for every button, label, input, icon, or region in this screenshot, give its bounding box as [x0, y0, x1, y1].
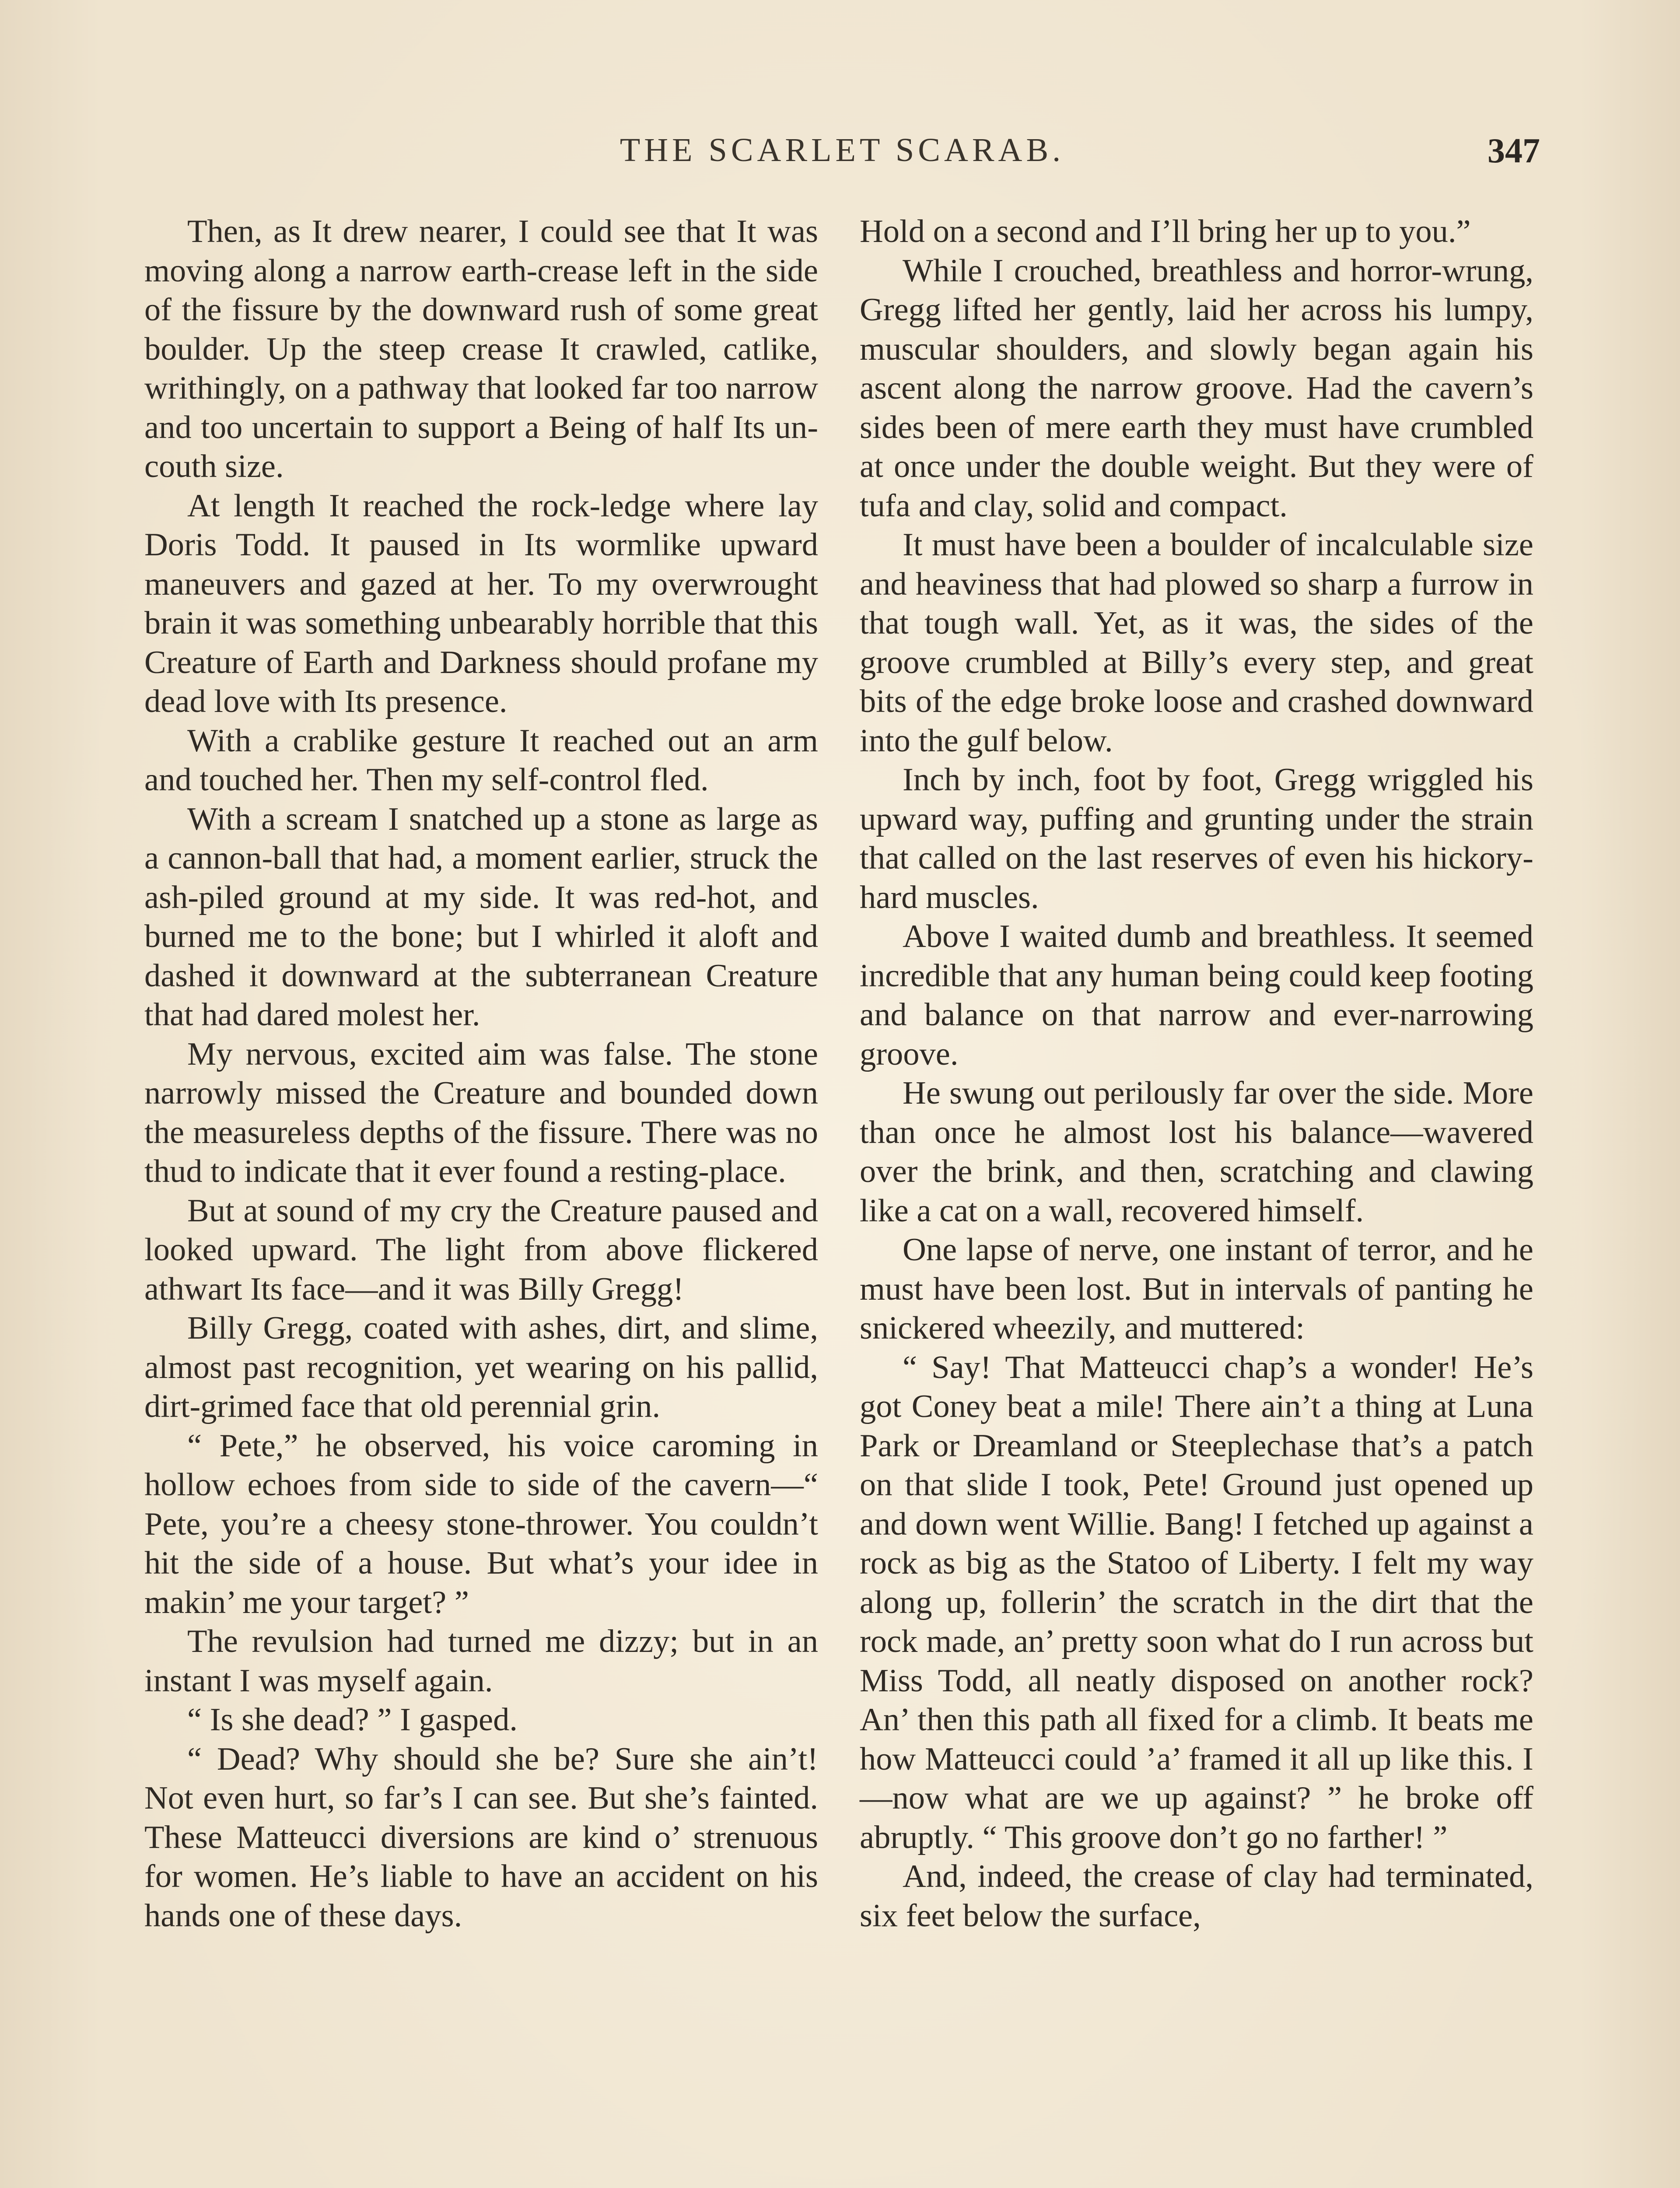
paragraph: At length It reached the rock-ledge where lay Doris Todd. It paused in Its wormlike upward maneuvers and gazed at her. To my overwrought brain it was something unbearably horrible that this Creature of Earth and Darkness should profane my dead love with Its presence. — [144, 487, 818, 719]
paragraph: While I crouched, breathless and horror-wrung, Gregg lifted her gently, laid her across his lumpy, muscular shoulders, and slowly began again his ascent along the narrow groove. Had the cavern’s sides been of mere earth they must have crumbled at once under the double weight. But they were of tufa and clay, solid and compact. — [860, 252, 1533, 524]
paragraph: It must have been a boulder of incalculable size and heaviness that had plowed so sharp a furrow in that tough wall. Yet, as it was, the sides of the groove crumbled at Billy’s every step, and great bits of the edge broke loose and crashed downward into the gulf below. — [860, 527, 1533, 759]
paragraph: With a crablike gesture It reached out an arm and touched her. Then my self-control fled. — [144, 722, 818, 798]
paragraph: “ Pete,” he observed, his voice caroming in hollow echoes from side to side of the cavern—“ Pete, you’re a cheesy stone-thrower. You couldn’t hit the side of a house. But what’s your idee in makin’ me your target? ” — [144, 1427, 818, 1620]
paragraph: One lapse of nerve, one instant of terror, and he must have been lost. But in intervals of panting he snickered wheezily, and muttered: — [860, 1232, 1533, 1346]
paragraph: Inch by inch, foot by foot, Gregg wriggled his upward way, puffing and grunting under the strain that called on the last reserves of even his hickory-hard muscles. — [860, 762, 1533, 915]
paragraph: The revulsion had turned me dizzy; but in an instant I was myself again. — [144, 1623, 818, 1699]
paragraph: “ Is she dead? ” I gasped. — [187, 1702, 518, 1738]
page-header — [144, 131, 1540, 179]
paragraph: My nervous, excited aim was false. The stone narrowly missed the Creature and bounded down the measureless depths of the fissure. There was no thud to indicate that it ever found a resting-place. — [144, 1036, 818, 1189]
right-text-column — [860, 212, 1533, 1936]
continued-paragraph: Hold on a second and I’ll bring her up to you.” — [860, 214, 1471, 249]
running-title: THE SCARLET SCARAB. — [620, 132, 1065, 168]
paragraph: With a scream I snatched up a stone as large as a cannon-ball that had, a moment earlier, struck the ash-piled ground at my side. It was red-hot, and burned me to the bone; but I whirled it aloft and dashed it downward at the subterranean Creature that had dared molest her. — [144, 801, 818, 1033]
paragraph: Above I waited dumb and breathless. It seemed incredible that any human being could keep footing and balance on that narrow and ever-narrowing groove. — [860, 919, 1533, 1072]
paragraph: But at sound of my cry the Creature paused and looked upward. The light from above flickered athwart Its face—and it was Billy Gregg! — [144, 1192, 818, 1307]
paragraph: He swung out perilously far over the side. More than once he almost lost his balance—wavered over the brink, and then, scratching and clawing like a cat on a wall, recovered himself. — [860, 1075, 1533, 1229]
paragraph: And, indeed, the crease of clay had terminated, six feet below the surface, — [860, 1858, 1533, 1934]
paragraph: “ Dead? Why should she be? Sure she ain’t! Not even hurt, so far’s I can see. But she’s fainted. These Matteucci diversions are kind o’ strenuous for women. He’s liable to have an accident on his hands one of these days. — [144, 1741, 818, 1934]
page-number: 347 — [1488, 132, 1540, 170]
paragraph: “ Say! That Matteucci chap’s a wonder! He’s got Coney beat a mile! There ain’t a thing at Luna Park or Dreamland or Steeplechase that’s a patch on that slide I took, Pete! Ground just opened up and down went Willie. Bang! I fetched up against a rock as big as the Statoo of Liberty. I felt my way along up, follerin’ the scratch in the dirt that the rock made, an’ pretty soon what do I run across but Miss Todd, all neatly disposed on another rock? An’ then this path all fixed for a climb. It beats me how Matteucci could ’a’ framed it all up like this. I—now what are we up against? ” he broke off abruptly. “ This groove don’t go no farther! ” — [860, 1349, 1533, 1855]
paragraph: Billy Gregg, coated with ashes, dirt, and slime, almost past recognition, yet wearing on his pallid, dirt-grimed face that old perennial grin. — [144, 1310, 818, 1424]
left-text-column — [144, 212, 818, 1936]
paragraph: Then, as It drew nearer, I could see that It was moving along a narrow earth-crease left in the side of the fissure by the downward rush of some great boulder. Up the steep crease It crawled, catlike, writhingly, on a pathway that looked far too narrow and too uncertain to support a Being of half Its uncouth size. — [144, 214, 818, 484]
